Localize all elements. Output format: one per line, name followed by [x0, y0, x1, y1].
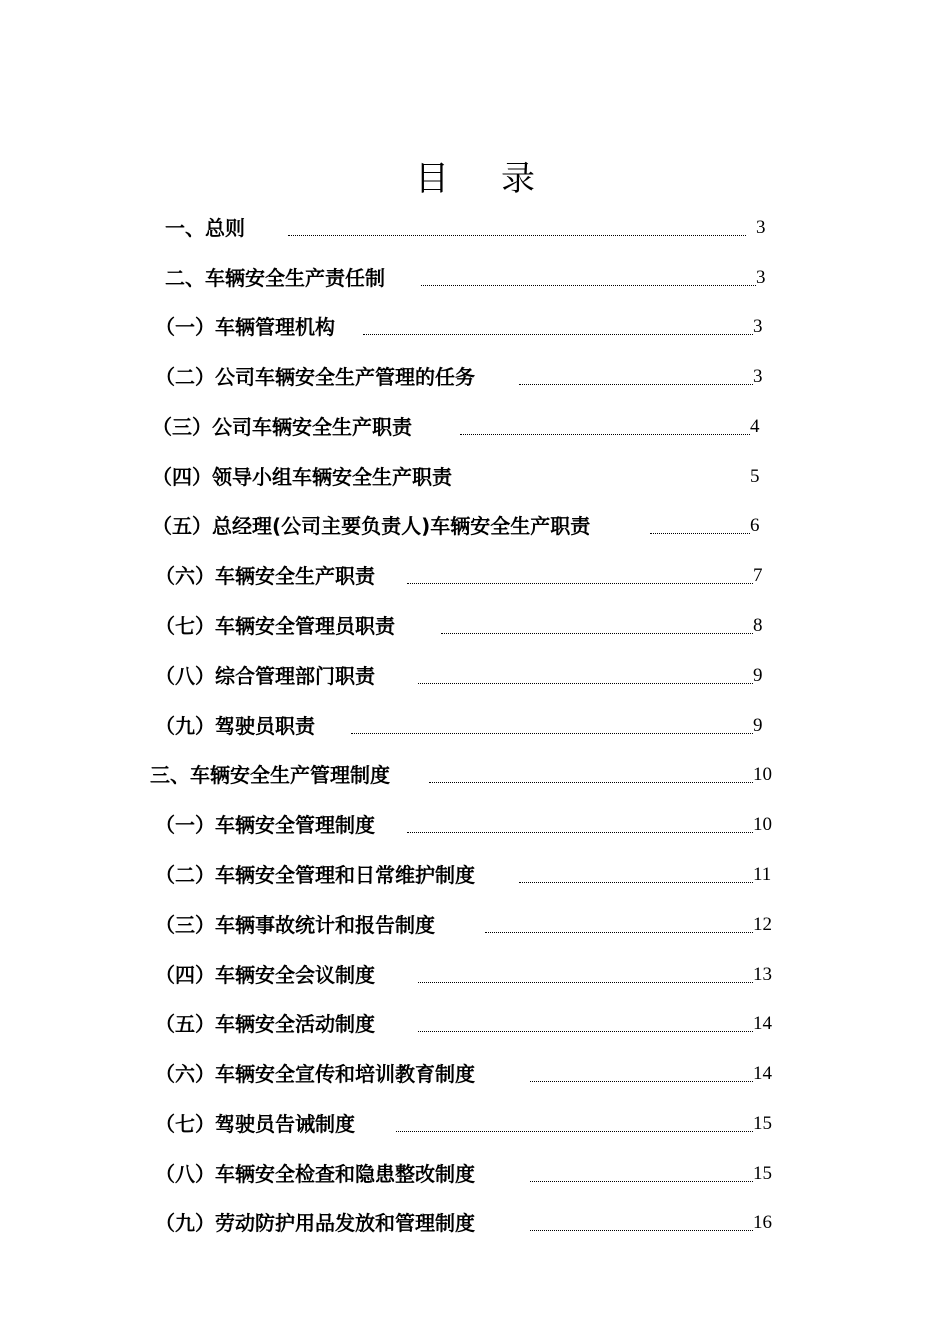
- toc-entry: [0, 1109, 950, 1139]
- toc-entry: [0, 462, 950, 492]
- toc-entry-page: 3: [753, 316, 763, 337]
- toc-entry: [0, 1059, 950, 1089]
- toc-entry: [0, 1159, 950, 1189]
- toc-entry-label: （六）车辆安全生产职责: [155, 564, 375, 588]
- toc-entry: [0, 511, 950, 541]
- toc-entry-page: 7: [753, 565, 763, 586]
- toc-leader: [429, 782, 753, 783]
- toc-entry: [0, 1208, 950, 1238]
- toc-leader: [530, 1181, 753, 1182]
- toc-leader: [351, 733, 753, 734]
- toc-entry-label: （三）公司车辆安全生产职责: [152, 415, 412, 439]
- toc-entry-page: 15: [753, 1163, 772, 1184]
- toc-entry: [0, 312, 950, 342]
- toc-entry-label: 二、车辆安全生产责任制: [165, 266, 385, 290]
- toc-leader: [519, 882, 753, 883]
- toc-leader: [418, 1031, 753, 1032]
- toc-entry-page: 3: [756, 267, 766, 288]
- toc-entry-label: （一）车辆安全管理制度: [155, 813, 375, 837]
- toc-entry: [0, 810, 950, 840]
- toc-leader: [485, 932, 753, 933]
- toc-entry-label: （四）领导小组车辆安全生产职责: [152, 465, 452, 489]
- toc-entry-page: 11: [753, 864, 772, 885]
- toc-entry-page: 14: [753, 1013, 772, 1034]
- toc-entry-label: 三、车辆安全生产管理制度: [150, 763, 390, 787]
- toc-leader: [441, 633, 753, 634]
- toc-entry-label: （七）驾驶员告诫制度: [155, 1112, 355, 1136]
- toc-entry: [0, 960, 950, 990]
- toc-entry-label: （四）车辆安全会议制度: [155, 963, 375, 987]
- toc-entry: [0, 412, 950, 442]
- toc-entry-label: （三）车辆事故统计和报告制度: [155, 913, 435, 937]
- toc-entry-label: （五）车辆安全活动制度: [155, 1012, 375, 1036]
- toc-entry-label: （二）车辆安全管理和日常维护制度: [155, 863, 475, 887]
- toc-entry-page: 16: [753, 1212, 772, 1233]
- toc-entry: [0, 860, 950, 890]
- toc-entry-page: 5: [750, 466, 760, 487]
- toc-entry-label: （九）劳动防护用品发放和管理制度: [155, 1211, 475, 1235]
- toc-entry: [0, 561, 950, 591]
- toc-leader: [396, 1131, 753, 1132]
- toc-entry-page: 9: [753, 715, 763, 736]
- toc-leader: [363, 334, 753, 335]
- toc-entry-label: （一）车辆管理机构: [155, 315, 335, 339]
- toc-entry: [0, 263, 950, 293]
- toc-entry-page: 14: [753, 1063, 772, 1084]
- toc-leader: [460, 434, 750, 435]
- toc-leader: [530, 1230, 753, 1231]
- toc-leader: [418, 683, 753, 684]
- toc-entry: [0, 711, 950, 741]
- toc-entry-page: 9: [753, 665, 763, 686]
- toc-entry-label: （八）车辆安全检查和隐患整改制度: [155, 1162, 475, 1186]
- toc-entry-label: （九）驾驶员职责: [155, 714, 315, 738]
- toc-leader: [418, 982, 753, 983]
- toc-entry-page: 10: [753, 764, 772, 785]
- toc-entry: [0, 611, 950, 641]
- toc-entry-label: （六）车辆安全宣传和培训教育制度: [155, 1062, 475, 1086]
- toc-entry: [0, 1009, 950, 1039]
- toc-entry-label: （二）公司车辆安全生产管理的任务: [155, 365, 475, 389]
- toc-title: 目录: [415, 159, 587, 199]
- toc-leader: [407, 583, 753, 584]
- toc-leader: [421, 285, 756, 286]
- toc-leader: [407, 832, 753, 833]
- toc-leader: [288, 235, 746, 236]
- toc-entry-page: 8: [753, 615, 763, 636]
- toc-entry-label: （五）总经理(公司主要负责人)车辆安全生产职责: [152, 514, 591, 538]
- toc-leader: [530, 1081, 753, 1082]
- toc-entry-page: 10: [753, 814, 772, 835]
- toc-entry-page: 3: [756, 217, 766, 238]
- toc-entry-label: 一、总则: [165, 216, 245, 240]
- toc-entry-page: 6: [750, 515, 760, 536]
- toc-entry-page: 12: [753, 914, 772, 935]
- toc-entry: [0, 760, 950, 790]
- toc-entry: [0, 213, 950, 243]
- toc-entry: [0, 362, 950, 392]
- toc-entry-label: （八）综合管理部门职责: [155, 664, 375, 688]
- toc-entry-page: 13: [753, 964, 772, 985]
- toc-leader: [519, 384, 753, 385]
- toc-entry-page: 15: [753, 1113, 772, 1134]
- toc-entry: [0, 661, 950, 691]
- toc-entry: [0, 910, 950, 940]
- toc-entry-page: 4: [750, 416, 760, 437]
- toc-entry-page: 3: [753, 366, 763, 387]
- toc-entry-label: （七）车辆安全管理员职责: [155, 614, 395, 638]
- toc-leader: [650, 533, 750, 534]
